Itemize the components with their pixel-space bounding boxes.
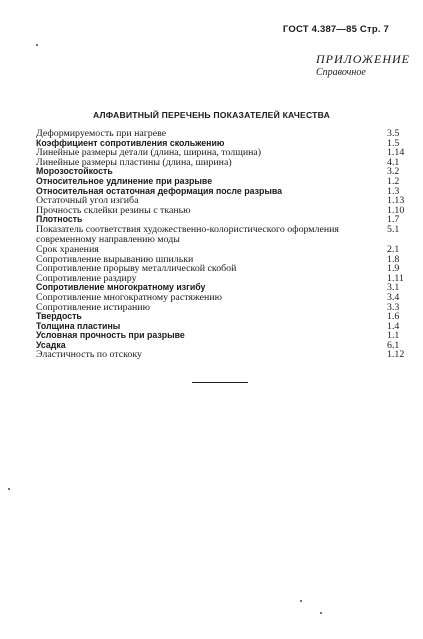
item-label: Толщина пластины [36,320,121,331]
item-label: Относительное удлинение при разрыве [36,175,213,186]
item-label: Сопротивление многократному растяжению [36,291,222,303]
item-label: Линейные размеры пластины (длина, ширина) [36,156,232,168]
item-label: Линейные размеры детали (длина, ширина, толщина) [36,147,262,159]
item-label: Сопротивление вырыванию шпильки [36,253,194,265]
list-item [36,350,407,360]
item-section-number: 1.12 [387,349,405,361]
index-list [36,129,407,360]
item-section-number: 1.14 [387,147,405,159]
item-label: Относительная остаточная деформация после разрыва [36,185,283,196]
item-section-number: 1.8 [387,253,400,265]
item-label: Срок хранения [36,243,99,255]
item-section-number: 1.11 [387,272,404,284]
scan-speck [8,488,10,490]
item-label: Прочность склейки резины с тканью [36,204,191,216]
item-label: Эластичность по отскоку [36,349,142,361]
list-item [36,303,407,313]
item-label: Сопротивление истиранию [36,301,150,313]
item-section-number: 5.1 [387,223,400,235]
appendix-block [316,52,410,80]
appendix-subtitle: Справочное [316,67,366,78]
list-title: АЛФАВИТНЫЙ ПЕРЕЧЕНЬ ПОКАЗАТЕЛЕЙ КАЧЕСТВА [93,110,330,120]
item-section-number: 3.1 [387,282,400,294]
item-section-number: 3.2 [387,166,400,178]
item-label: Сопротивление раздиру [36,272,137,284]
item-label: Остаточный угол изгиба [36,195,139,207]
item-section-number: 2.1 [387,243,400,255]
item-section-number: 1.9 [387,263,400,275]
item-section-number: 1.2 [387,175,400,187]
item-section-number: 1.5 [387,137,400,149]
scan-speck [320,612,322,614]
item-section-number: 1.13 [387,195,405,207]
list-item [36,331,407,341]
item-section-number: 3.4 [387,291,400,303]
list-item [36,206,407,216]
item-section-number: 3.3 [387,301,400,313]
item-label: Сопротивление многократному изгибу [36,282,206,293]
item-section-number: 4.1 [387,156,400,168]
item-label: Сопротивление прорыву металлической скобой [36,263,237,275]
item-section-number: 1.1 [387,330,400,342]
scan-speck [36,44,38,46]
item-section-number: 1.3 [387,185,400,197]
end-divider [192,382,248,383]
item-label: Показатель соответствия художественно-колористического оформления современному направлению моды [36,223,339,245]
page-header: ГОСТ 4.387—85 Стр. 7 [282,24,389,35]
item-section-number: 1.10 [387,204,405,216]
appendix-title: ПРИЛОЖЕНИЕ [316,52,410,66]
item-label: Морозостойкость [36,166,113,177]
item-section-number: 3.5 [387,128,400,139]
item-label: Твердость [36,311,82,322]
item-section-number: 1.6 [387,311,400,323]
list-item [36,225,407,245]
item-label: Усадка [36,339,66,350]
item-label: Деформируемость при нагреве [36,128,167,139]
item-label: Коэффициент сопротивления скольжению [36,137,225,148]
item-label: Условная прочность при разрыве [36,330,185,341]
item-section-number: 1.7 [387,214,400,226]
scan-speck [300,600,302,602]
item-section-number: 1.4 [387,320,400,332]
item-section-number: 6.1 [387,339,400,351]
item-label: Плотность [36,214,83,225]
